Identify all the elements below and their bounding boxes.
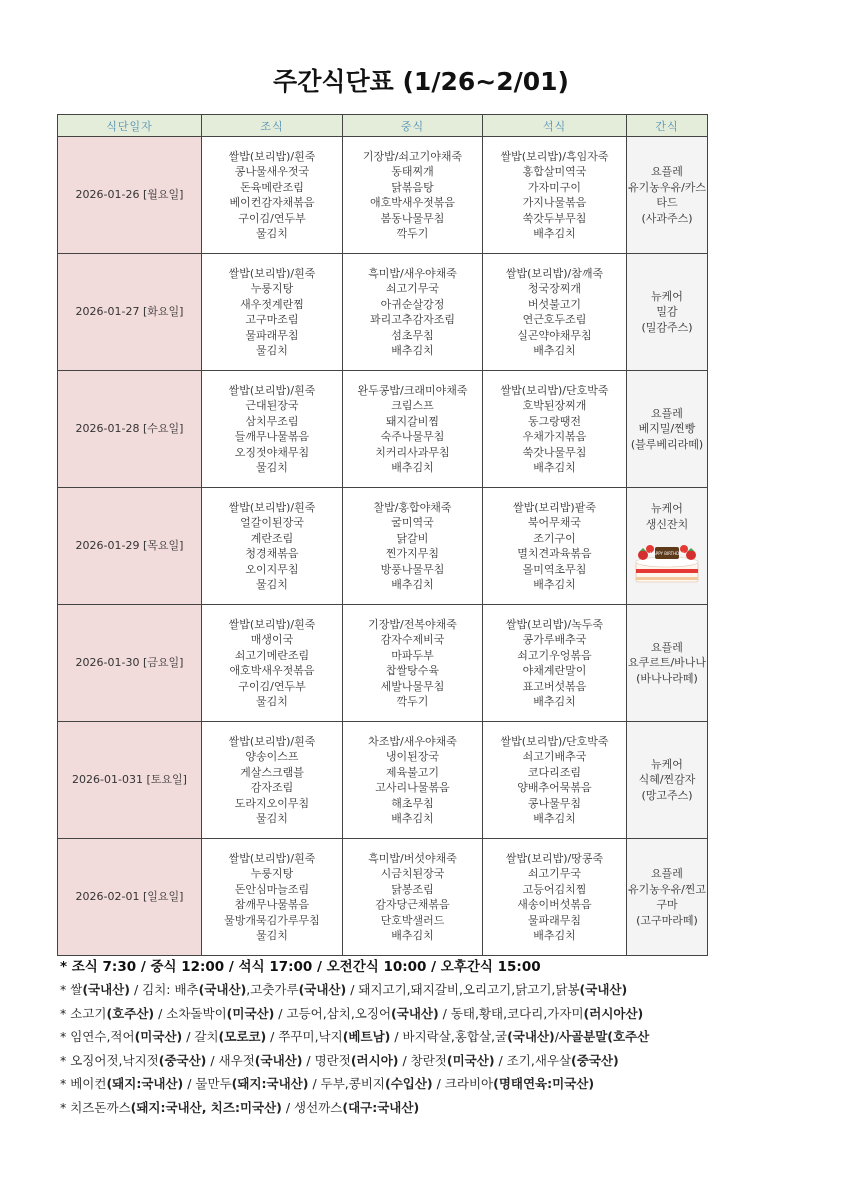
origin-country: (돼지:국내산, 치즈:미국산) xyxy=(130,1099,282,1115)
menu-item: 닭봉조림 xyxy=(391,882,434,896)
dinner-cell xyxy=(483,605,627,722)
menu-item: 고구마조림 xyxy=(245,313,299,326)
snack-item: (고구마라떼) xyxy=(636,913,698,927)
menu-item: 구이김/연두부 xyxy=(238,211,306,225)
origin-country: (미국산) xyxy=(446,1052,495,1068)
lunch-cell xyxy=(343,839,483,956)
snack-item: 요플레 xyxy=(651,165,683,178)
menu-item: 찰밥/홍합야채죽 xyxy=(373,500,452,514)
snack-cell xyxy=(627,605,708,722)
menu-item: 실곤약야채무침 xyxy=(517,328,592,342)
menu-item: 들깨무나물볶음 xyxy=(234,430,310,443)
origin-line xyxy=(60,1099,840,1123)
origin-item: / 쭈꾸미,낙지 xyxy=(266,1029,343,1044)
table-row xyxy=(58,722,708,839)
menu-item: 쌀밥(보리밥)/흰죽 xyxy=(228,734,316,748)
breakfast-cell xyxy=(202,839,343,956)
birthday-cake-icon xyxy=(634,536,700,586)
header-breakfast: 조식 xyxy=(202,115,343,137)
menu-item: 쌀밥(보리밥)팥죽 xyxy=(513,500,596,514)
menu-item: 기장밥/쇠고기야채죽 xyxy=(362,149,463,163)
menu-item: 감자수제비국 xyxy=(380,633,445,646)
menu-item: 제육불고기 xyxy=(385,765,440,779)
menu-item: 쇠고기무국 xyxy=(527,867,582,880)
table-row xyxy=(58,839,708,956)
origin-country: (돼지:국내산) xyxy=(106,1076,184,1091)
menu-item: 연근호두조림 xyxy=(522,313,587,326)
origin-country: (미국산) xyxy=(226,1005,275,1021)
breakfast-cell xyxy=(202,371,343,488)
origin-item: * 쌀 xyxy=(60,982,83,997)
menu-item: 쌀밥(보리밥)/흰죽 xyxy=(228,851,316,865)
menu-item: 쌀밥(보리밥)/흰죽 xyxy=(228,617,316,631)
header-lunch: 중식 xyxy=(343,115,483,137)
origin-country: (대구:국내산) xyxy=(342,1099,420,1115)
date-cell: 2026-01-27 [화요일] xyxy=(58,254,202,371)
menu-item: 쌀밥(보리밥)/흰죽 xyxy=(228,149,316,163)
snack-cell xyxy=(627,488,708,605)
dinner-cell xyxy=(483,137,627,254)
menu-item: 배추김치 xyxy=(533,227,576,240)
menu-item: 쌀밥(보리밥)/단호박죽 xyxy=(500,383,609,397)
snack-item: 생신잔치 xyxy=(645,517,689,531)
menu-item: 표고버섯볶음 xyxy=(522,679,587,693)
menu-item: 기장밥/전복야채죽 xyxy=(368,617,457,631)
table-row xyxy=(58,371,708,488)
origin-country: (국내산) xyxy=(579,982,628,997)
menu-item: 청국장찌개 xyxy=(527,282,582,295)
menu-item: 우채가지볶음 xyxy=(522,430,587,443)
breakfast-cell xyxy=(202,254,343,371)
menu-item: 콩가루배추국 xyxy=(522,633,587,646)
lunch-cell xyxy=(343,605,483,722)
menu-item: 완두콩밥/크래미야채죽 xyxy=(357,383,468,397)
menu-item: 물파래무침 xyxy=(245,328,299,342)
origin-item: / xyxy=(554,1029,559,1044)
origin-country: (명태연육:미국산) xyxy=(493,1076,595,1091)
origin-item: / 동태,황태,코다리,가자미 xyxy=(438,1005,584,1021)
menu-item: 북어무채국 xyxy=(527,516,582,529)
menu-item: 숙주나물무침 xyxy=(380,430,445,443)
date-cell: 2026-01-30 [금요일] xyxy=(58,605,202,722)
menu-item: 쌀밥(보리밥)/참깨죽 xyxy=(505,266,604,280)
table-row xyxy=(58,137,708,254)
menu-item: 누룽지탕 xyxy=(250,282,294,295)
dinner-cell xyxy=(483,839,627,956)
menu-item: 몰미역초무침 xyxy=(522,562,587,576)
notes xyxy=(60,958,840,1122)
page-title: 주간식단표 (1/26~2/01) xyxy=(273,67,569,96)
origin-country: (베트남) xyxy=(342,1029,391,1044)
dinner-cell xyxy=(483,371,627,488)
origin-item: / 갈치 xyxy=(182,1029,219,1044)
weekly-menu-table xyxy=(57,114,708,956)
menu-item: 쌀밥(보리밥)/땅콩죽 xyxy=(505,851,604,865)
snack-cell xyxy=(627,137,708,254)
origin-line xyxy=(60,1075,840,1099)
snack-item: 뉴케어 xyxy=(651,289,683,303)
menu-item: 배추김치 xyxy=(533,929,576,942)
menu-item: 단호박샐러드 xyxy=(380,913,445,927)
menu-item: 쇠고기우엉볶음 xyxy=(517,648,592,662)
menu-item: 물김치 xyxy=(256,929,288,942)
menu-item: 고사리나물볶음 xyxy=(375,781,450,794)
menu-item: 쇠고기배추국 xyxy=(522,750,587,763)
menu-item: 돈육메란조림 xyxy=(240,180,304,194)
snack-item: 뉴케어 xyxy=(651,502,683,516)
cake-text: HAPPY BIRTHDAY xyxy=(650,551,684,557)
origin-item: / 생선까스 xyxy=(281,1099,343,1115)
breakfast-cell xyxy=(202,605,343,722)
menu-item: 도라지오이무침 xyxy=(234,796,310,810)
header-row xyxy=(58,115,708,137)
snack-item: 요플레 xyxy=(651,640,683,654)
menu-item: 근대된장국 xyxy=(245,399,299,412)
lunch-cell xyxy=(343,488,483,605)
origin-country: 사골분말(호주산 xyxy=(558,1029,650,1044)
origin-country: (국내산) xyxy=(391,1005,439,1021)
menu-item: 배추김치 xyxy=(391,929,434,942)
origin-item: / 소차돌박이 xyxy=(154,1005,227,1021)
snack-cell xyxy=(627,371,708,488)
menu-item: 멸치견과육볶음 xyxy=(517,547,592,560)
menu-item: 배추김치 xyxy=(391,461,434,474)
origin-country: (러시아산) xyxy=(583,1005,644,1021)
menu-item: 배추김치 xyxy=(391,578,434,591)
menu-item: 애호박새우젓볶음 xyxy=(369,196,455,209)
menu-item: 돼지갈비찜 xyxy=(385,414,440,428)
date-cell: 2026-01-29 [목요일] xyxy=(58,488,202,605)
menu-item: 계란조림 xyxy=(250,531,294,545)
menu-item: 물김치 xyxy=(256,461,288,474)
menu-item: 양배추어묵볶음 xyxy=(517,781,592,794)
header-dinner: 석식 xyxy=(483,115,627,137)
origin-item: / 물만두 xyxy=(183,1076,232,1091)
snack-item: 식혜/찐감자 xyxy=(638,773,696,787)
origin-line xyxy=(60,981,840,1005)
menu-item: 오이지무침 xyxy=(245,562,299,576)
menu-item: 아귀순살강정 xyxy=(380,297,445,311)
menu-item: 동그랑땡전 xyxy=(527,414,582,428)
menu-item: 마파두부 xyxy=(391,648,434,662)
menu-item: 청경채볶음 xyxy=(245,547,299,560)
menu-item: 홍합살미역국 xyxy=(522,165,587,178)
breakfast-cell xyxy=(202,722,343,839)
origin-item: / 두부,콩비지 xyxy=(308,1076,385,1091)
breakfast-cell xyxy=(202,488,343,605)
menu-item: 치커리사과무침 xyxy=(375,445,450,459)
menu-item: 꽈리고추감자조림 xyxy=(369,313,455,326)
menu-item: 물김치 xyxy=(256,695,288,708)
menu-item: 차조밥/새우야채죽 xyxy=(368,734,457,748)
menu-item: 오징젓야채무침 xyxy=(234,445,310,459)
menu-item: 물김치 xyxy=(256,227,288,240)
menu-body xyxy=(58,137,708,956)
origin-item: * 임연수,적어 xyxy=(60,1029,135,1044)
menu-item: 게살스크램블 xyxy=(240,765,304,779)
origin-item: / 돼지고기,돼지갈비,오리고기,닭고기,닭봉 xyxy=(346,982,580,997)
menu-item: 배추김치 xyxy=(533,344,576,357)
snack-item: 밀감 xyxy=(656,305,678,319)
origin-list xyxy=(60,981,840,1122)
menu-item: 가자미구이 xyxy=(527,180,582,194)
origin-item: / 창란젓 xyxy=(398,1052,447,1068)
menu-item: 쇠고기무국 xyxy=(385,282,440,295)
snack-item: (블루베리라떼) xyxy=(630,437,704,451)
menu-item: 얼갈이된장국 xyxy=(240,516,304,529)
origin-country: (국내산) xyxy=(298,982,347,997)
meal-time-schedule: * 조식 7:30 / 중식 12:00 / 석식 17:00 / 오전간식 10:00 / 오후간식 15:00 xyxy=(60,959,541,975)
menu-item: 콩나물무침 xyxy=(527,796,582,810)
menu-item: 흑미밥/버섯야채죽 xyxy=(368,851,457,865)
menu-item: 누룽지탕 xyxy=(250,867,294,880)
origin-item: / 김치: 배추 xyxy=(129,982,199,997)
header-snack: 간식 xyxy=(627,115,708,137)
menu-item: 쑥갓두부무침 xyxy=(522,211,587,225)
menu-item: 쌀밥(보리밥)/흰죽 xyxy=(228,383,316,397)
menu-item: 새우젓계란찜 xyxy=(240,297,304,311)
snack-item: 베지밀/찐빵 xyxy=(638,422,696,436)
menu-item: 애호박새우젓볶음 xyxy=(229,664,315,677)
origin-country: (국내산) xyxy=(198,982,247,997)
origin-item: * 소고기 xyxy=(60,1005,107,1021)
menu-item: 배추김치 xyxy=(533,578,576,591)
menu-item: 시금치된장국 xyxy=(380,867,445,880)
snack-cell xyxy=(627,722,708,839)
menu-item: 흑미밥/새우야채죽 xyxy=(368,266,457,280)
breakfast-cell xyxy=(202,137,343,254)
menu-item: 양송이스프 xyxy=(245,750,299,763)
menu-item: 매생이국 xyxy=(250,633,294,646)
menu-item: 배추김치 xyxy=(391,344,434,357)
menu-item: 돈안심마늘조림 xyxy=(234,882,310,896)
snack-cell xyxy=(627,839,708,956)
menu-item: 감자당근채볶음 xyxy=(375,898,450,911)
menu-item: 코다리조림 xyxy=(527,765,582,779)
menu-item: 배추김치 xyxy=(533,812,576,825)
menu-item: 쑥갓나물무침 xyxy=(522,445,587,459)
snack-item: 요플레 xyxy=(651,867,683,880)
menu-item: 배추김치 xyxy=(533,695,576,708)
menu-item: 찐가지무침 xyxy=(385,547,440,560)
origin-item: / 바지락살,홍합살,굴 xyxy=(390,1029,508,1044)
dinner-cell xyxy=(483,488,627,605)
origin-country: (국내산) xyxy=(507,1029,555,1044)
snack-item: (바나나라떼) xyxy=(636,671,698,685)
date-cell: 2026-01-031 [토요일] xyxy=(58,722,202,839)
menu-item: 물파래무침 xyxy=(527,913,582,927)
menu-item: 조기구이 xyxy=(533,531,576,545)
lunch-cell xyxy=(343,254,483,371)
menu-item: 쌀밥(보리밥)/흰죽 xyxy=(228,500,316,514)
origin-country: (모로코) xyxy=(218,1029,267,1044)
menu-item: 깍두기 xyxy=(396,227,429,240)
origin-country: (호주산) xyxy=(106,1005,155,1021)
dinner-cell xyxy=(483,254,627,371)
menu-item: 감자조림 xyxy=(250,781,294,794)
origin-item: * 치즈돈까스 xyxy=(60,1099,131,1115)
origin-item: * 베이컨 xyxy=(60,1076,107,1091)
snack-item: 뉴케어 xyxy=(651,757,683,771)
origin-country: (러시아) xyxy=(350,1052,399,1068)
menu-item: 쇠고기메란조림 xyxy=(234,648,310,662)
menu-item: 물김치 xyxy=(256,578,288,591)
menu-item: 버섯불고기 xyxy=(527,297,582,311)
origin-country: (국내산) xyxy=(82,982,130,997)
snack-item: 구마 xyxy=(656,898,678,911)
origin-line xyxy=(60,1028,840,1052)
snack-item: 유기농우유/찐고 xyxy=(627,882,707,896)
menu-item: 쌀밥(보리밥)/단호박죽 xyxy=(500,734,609,748)
origin-item: * 오징어젓,낙지젓 xyxy=(60,1052,159,1068)
menu-item: 참깨무나물볶음 xyxy=(234,898,310,911)
menu-item: 섬초무침 xyxy=(391,328,434,342)
origin-item: / 명란젓 xyxy=(302,1052,351,1068)
origin-country: (미국산) xyxy=(134,1029,183,1044)
header-date: 식단일자 xyxy=(58,115,202,137)
menu-item: 쌀밥(보리밥)/흰죽 xyxy=(228,266,316,280)
menu-item: 물김치 xyxy=(256,344,288,357)
table-row xyxy=(58,254,708,371)
menu-item: 베이컨감자채볶음 xyxy=(229,196,315,209)
menu-item: 세발나물무침 xyxy=(380,679,445,693)
origin-country: (수입산) xyxy=(384,1076,433,1091)
snack-item: 요플레 xyxy=(651,406,683,420)
origin-item: / 고등어,삼치,오징어 xyxy=(274,1005,392,1021)
menu-item: 물방개묵김가루무침 xyxy=(224,913,320,927)
menu-item: 크림스프 xyxy=(391,399,434,412)
lunch-cell xyxy=(343,371,483,488)
menu-item: 고등어김치찜 xyxy=(522,882,587,896)
menu-item: 냉이된장국 xyxy=(385,750,440,763)
menu-item: 야채계란말이 xyxy=(522,664,587,677)
menu-item: 호박된장찌개 xyxy=(522,399,587,412)
menu-item: 봄동나물무침 xyxy=(380,211,445,225)
lunch-cell xyxy=(343,137,483,254)
menu-item: 방풍나물무침 xyxy=(380,562,445,576)
date-cell: 2026-01-26 [월요일] xyxy=(58,137,202,254)
menu-item: 물김치 xyxy=(256,812,288,825)
origin-country: (국내산) xyxy=(254,1052,303,1068)
snack-item: 타드 xyxy=(656,196,678,209)
snack-item: 요쿠르트/바나나 xyxy=(627,656,707,670)
snack-item: 유기농우유/카스 xyxy=(627,180,707,194)
table-row xyxy=(58,605,708,722)
menu-item: 콩나물새우젓국 xyxy=(234,165,310,178)
menu-item: 배추김치 xyxy=(533,461,576,474)
date-cell: 2026-01-28 [수요일] xyxy=(58,371,202,488)
menu-item: 닭볶음탕 xyxy=(391,180,434,194)
origin-item: / 조기,새우살 xyxy=(494,1052,572,1068)
dinner-cell xyxy=(483,722,627,839)
origin-country: (돼지:국내산) xyxy=(231,1076,309,1091)
menu-item: 쌀밥(보리밥)/흑임자죽 xyxy=(500,149,609,163)
origin-line xyxy=(60,1052,840,1076)
snack-item: (사과주스) xyxy=(641,211,693,225)
menu-item: 동태찌개 xyxy=(391,165,434,178)
lunch-cell xyxy=(343,722,483,839)
snack-item: (밀감주스) xyxy=(641,320,693,334)
menu-item: 찹쌀탕수육 xyxy=(385,664,440,677)
origin-item: / 크라비아 xyxy=(432,1076,494,1091)
menu-item: 새송이버섯볶음 xyxy=(517,898,592,911)
snack-cell xyxy=(627,254,708,371)
menu-item: 쌀밥(보리밥)/녹두죽 xyxy=(505,617,604,631)
origin-line xyxy=(60,1005,840,1029)
menu-item: 삼치무조림 xyxy=(245,414,299,428)
menu-item: 배추김치 xyxy=(391,812,434,825)
menu-item: 닭갈비 xyxy=(396,531,429,545)
menu-item: 구이김/연두부 xyxy=(238,679,306,693)
menu-item: 깍두기 xyxy=(396,695,429,708)
menu-item: 해초무침 xyxy=(391,796,434,810)
origin-country: (중국산) xyxy=(571,1052,619,1068)
menu-item: 가지나물볶음 xyxy=(522,196,587,209)
snack-item: (망고주스) xyxy=(641,788,693,802)
origin-item: / 새우젓 xyxy=(206,1052,255,1068)
date-cell: 2026-02-01 [일요일] xyxy=(58,839,202,956)
origin-item: ,고춧가루 xyxy=(246,982,299,997)
origin-country: (중국산) xyxy=(158,1052,207,1068)
table-row xyxy=(58,488,708,605)
menu-item: 굴미역국 xyxy=(391,516,434,529)
